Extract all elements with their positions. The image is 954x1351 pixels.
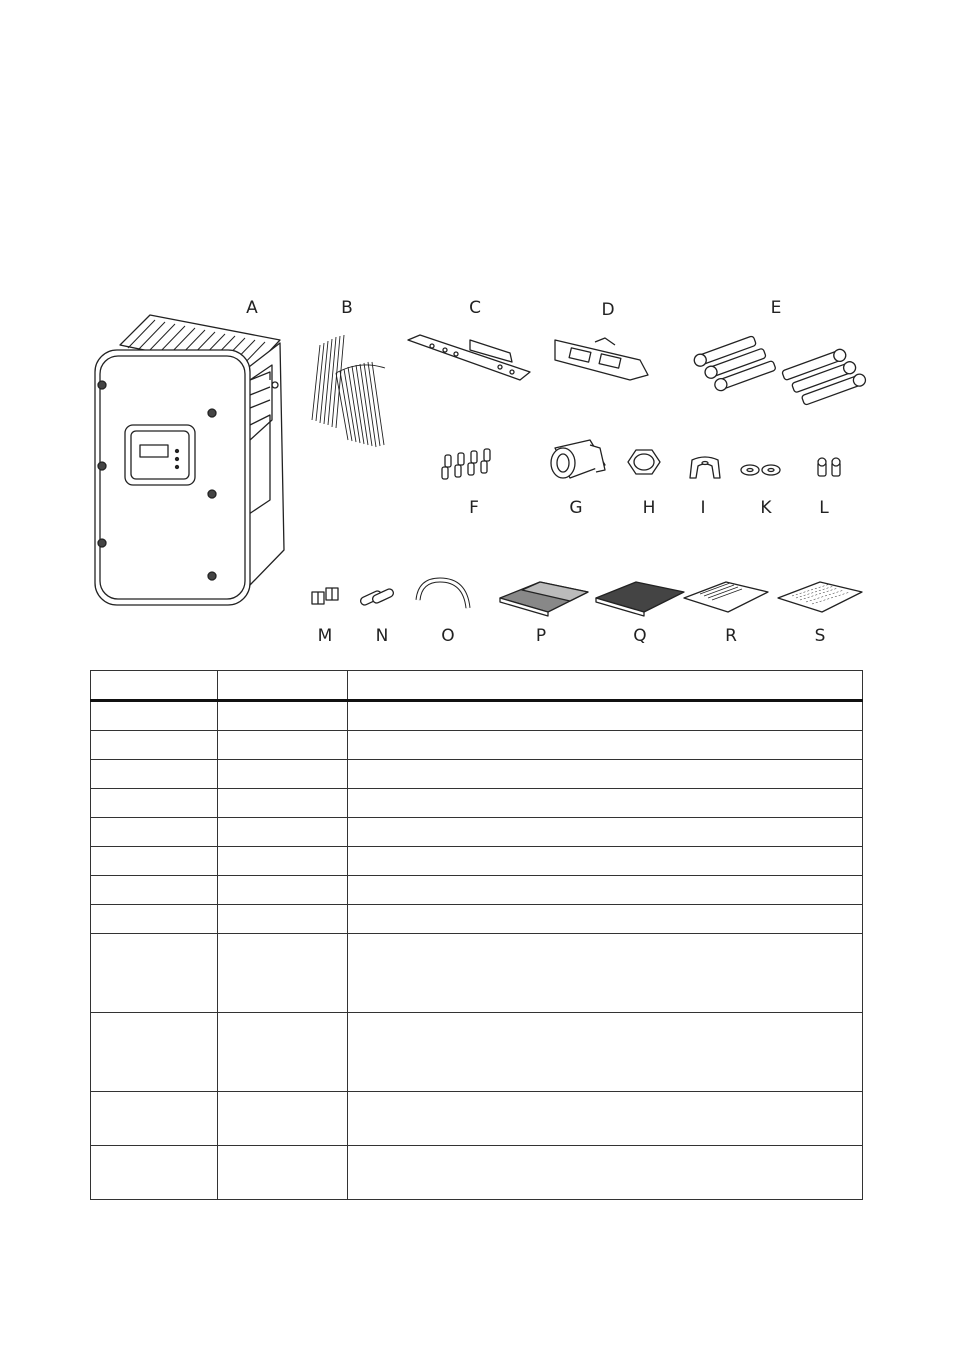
header-object (91, 671, 218, 701)
jumpers-illustration (442, 449, 490, 479)
manual-q-illustration (596, 582, 684, 616)
table-cell (91, 789, 218, 818)
label-d: D (601, 300, 615, 320)
table-row (91, 701, 863, 731)
dc-connectors-illustration (693, 331, 868, 409)
table-cell (348, 701, 863, 731)
table-cell (91, 701, 218, 731)
table-cell (348, 905, 863, 934)
table-cell (218, 789, 348, 818)
hose-illustration (418, 580, 468, 608)
table-cell (348, 818, 863, 847)
table-cell (91, 934, 218, 1013)
parts-table (90, 670, 863, 1200)
terminal-blocks-illustration (312, 588, 338, 604)
table-cell (218, 876, 348, 905)
table-cell (218, 1013, 348, 1092)
header-quantity (218, 671, 348, 701)
table-row (91, 1013, 863, 1092)
document-s-illustration (778, 582, 862, 612)
table-cell (218, 1092, 348, 1146)
wall-plugs-illustration (359, 588, 394, 607)
table-cell (218, 818, 348, 847)
counter-nut-illustration (628, 450, 660, 474)
table-row (91, 876, 863, 905)
parts-illustration (0, 0, 954, 660)
table-cell (91, 1092, 218, 1146)
table-cell (348, 789, 863, 818)
label-c: C (469, 298, 481, 318)
label-a: A (246, 298, 258, 318)
table-cell (348, 1146, 863, 1200)
label-o: O (441, 626, 455, 646)
table-cell (91, 1013, 218, 1092)
table-cell (348, 731, 863, 760)
table-row (91, 847, 863, 876)
label-f: F (469, 498, 479, 518)
table-row (91, 818, 863, 847)
label-q: Q (633, 626, 647, 646)
label-k: K (760, 498, 772, 518)
table-cell (218, 847, 348, 876)
screws-illustration (818, 458, 840, 476)
table-cell (218, 1146, 348, 1200)
label-g: G (569, 498, 583, 518)
mounting-bracket-illustration (408, 335, 530, 380)
table-cell (91, 905, 218, 934)
header-description (348, 671, 863, 701)
table-cell (218, 701, 348, 731)
table-cell (348, 760, 863, 789)
table-row (91, 934, 863, 1013)
table-cell (348, 847, 863, 876)
manual-p-illustration (500, 582, 588, 616)
table-row (91, 789, 863, 818)
clamp-illustration (690, 457, 720, 478)
table-row (91, 1092, 863, 1146)
table-cell (348, 1092, 863, 1146)
document-r-illustration (684, 582, 768, 612)
label-p: P (535, 626, 547, 646)
label-m: M (317, 626, 333, 646)
table-cell (91, 847, 218, 876)
label-e: E (770, 298, 782, 318)
table-cell (91, 876, 218, 905)
table-cell (348, 876, 863, 905)
cable-gland-illustration (551, 440, 605, 478)
label-n: N (375, 626, 389, 646)
table-cell (218, 731, 348, 760)
label-l: L (819, 498, 829, 518)
table-cell (348, 934, 863, 1013)
table-cell (91, 731, 218, 760)
table-row (91, 1146, 863, 1200)
washers-illustration (741, 465, 780, 475)
label-h: H (642, 498, 656, 518)
table-cell (91, 1146, 218, 1200)
table-cell (348, 1013, 863, 1092)
table-header-row (91, 671, 863, 701)
delivery-scope-figure (0, 0, 954, 660)
table-cell (91, 760, 218, 789)
inverter-housing-illustration (95, 315, 284, 605)
table-cell (218, 905, 348, 934)
label-b: B (341, 298, 353, 318)
table-row (91, 905, 863, 934)
table-row (91, 760, 863, 789)
table-cell (218, 934, 348, 1013)
table-cell (91, 818, 218, 847)
label-r: R (725, 626, 737, 646)
table-row (91, 731, 863, 760)
label-i: I (700, 498, 706, 518)
label-s: S (814, 626, 826, 646)
cable-bracket-illustration (555, 338, 648, 380)
table-cell (218, 760, 348, 789)
cable-bundle-illustration (312, 335, 385, 447)
